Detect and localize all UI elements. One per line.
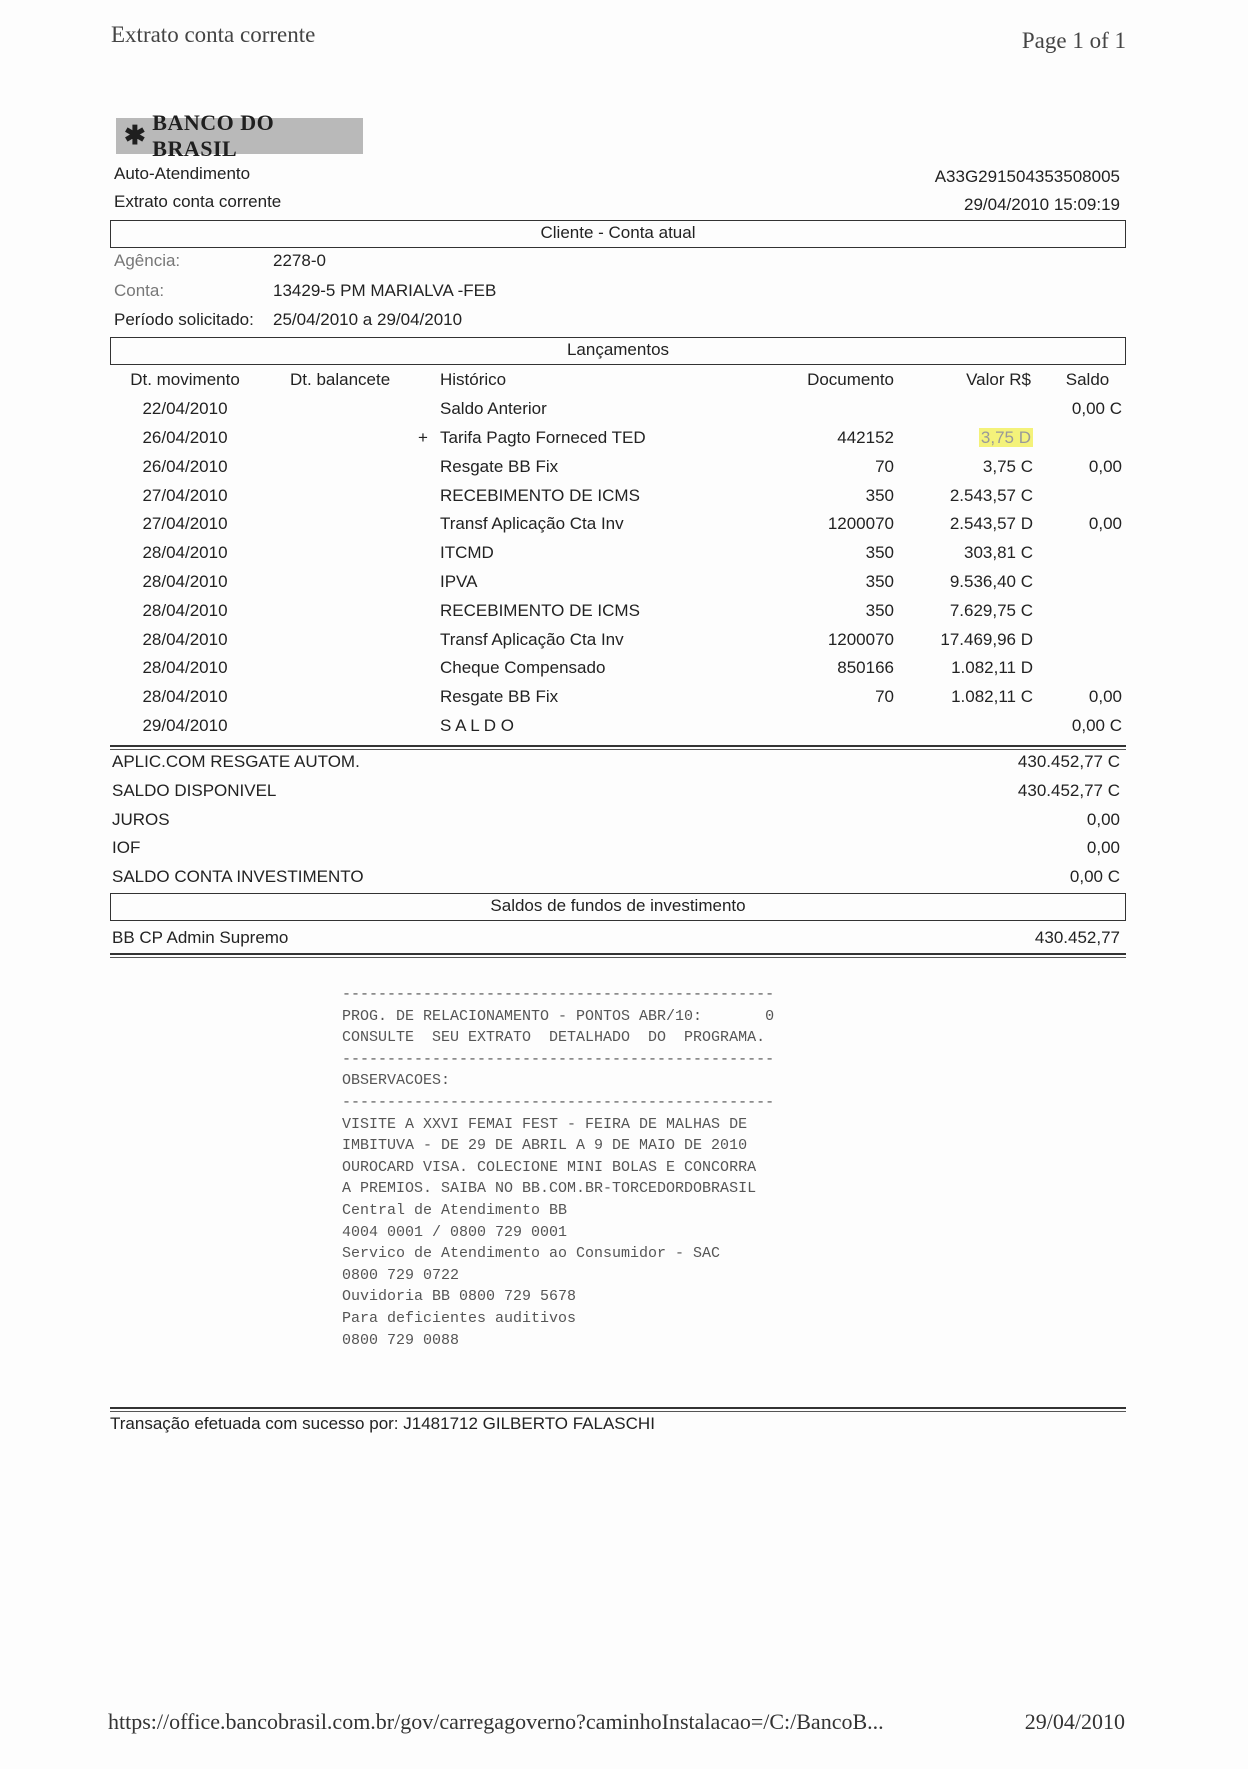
row-valor: 7.629,75 C bbox=[949, 600, 1033, 620]
fund-value: 430.452,77 bbox=[1034, 928, 1120, 947]
fund-row bbox=[112, 928, 1120, 948]
conta-label: Conta: bbox=[114, 281, 165, 300]
row-dt-balancete bbox=[260, 539, 440, 568]
row-dt-balancete bbox=[260, 654, 440, 683]
summary-row bbox=[112, 781, 1120, 801]
summary-row bbox=[112, 752, 1120, 772]
print-footer-url: https://office.bancobrasil.com.br/gov/carregagoverno?caminhoInstalacao=/C:/BancoB... bbox=[108, 1709, 884, 1734]
service-name: Auto-Atendimento bbox=[114, 164, 251, 183]
lancamentos-section-title: Lançamentos bbox=[110, 337, 1126, 365]
summary-label: SALDO DISPONIVEL bbox=[112, 780, 277, 800]
summary-row bbox=[112, 838, 1120, 858]
row-valor bbox=[898, 424, 1033, 453]
row-documento: 1200070 bbox=[827, 514, 894, 534]
row-dt-movimento: 28/04/2010 bbox=[142, 600, 228, 620]
row-saldo bbox=[1033, 568, 1126, 597]
row-documento: 850166 bbox=[837, 658, 894, 678]
row-dt-balancete bbox=[260, 424, 440, 453]
row-historico-text: Transf Aplicação Cta Inv bbox=[440, 629, 624, 649]
col-dt-movimento: Dt. movimento bbox=[130, 370, 240, 390]
ledger-header-row bbox=[110, 366, 1126, 395]
doc-datetime: 29/04/2010 15:09:19 bbox=[964, 195, 1120, 214]
funds-section-title: Saldos de fundos de investimento bbox=[110, 893, 1126, 921]
row-dt-balancete bbox=[260, 510, 440, 539]
row-historico-text: RECEBIMENTO DE ICMS bbox=[440, 600, 640, 620]
row-historico-text: IPVA bbox=[440, 571, 478, 591]
row-dt-movimento: 27/04/2010 bbox=[142, 514, 228, 534]
fund-name: BB CP Admin Supremo bbox=[112, 928, 289, 947]
ledger-bottom-rule-2 bbox=[110, 749, 1126, 750]
col-historico: Histórico bbox=[440, 370, 507, 390]
summary-label: SALDO CONTA INVESTIMENTO bbox=[112, 867, 364, 887]
bank-logo bbox=[116, 110, 363, 161]
row-documento: 1200070 bbox=[827, 629, 894, 649]
row-documento: 350 bbox=[865, 571, 894, 591]
summary-row bbox=[112, 810, 1120, 830]
row-mark: + bbox=[418, 427, 428, 447]
highlighted-valor: 3,75 D bbox=[980, 427, 1031, 447]
row-dt-movimento: 22/04/2010 bbox=[142, 399, 228, 419]
row-documento: 70 bbox=[875, 456, 894, 476]
agencia-value: 2278-0 bbox=[273, 251, 326, 270]
row-historico-text: Resgate BB Fix bbox=[440, 687, 559, 707]
bank-logo-text: BANCO DO BRASIL bbox=[152, 110, 275, 161]
transaction-rule-2 bbox=[110, 1411, 1126, 1412]
row-historico-text: Tarifa Pagto Forneced TED bbox=[440, 427, 646, 447]
row-dt-movimento: 28/04/2010 bbox=[142, 629, 228, 649]
ledger-row bbox=[110, 481, 1126, 510]
row-saldo bbox=[1033, 596, 1126, 625]
ledger-row bbox=[110, 596, 1126, 625]
notes-dash-3: ------------------------------------------------ bbox=[342, 1093, 775, 1111]
ledger-row bbox=[110, 395, 1126, 424]
row-historico bbox=[440, 452, 730, 481]
row-saldo bbox=[1033, 625, 1126, 654]
row-valor: 9.536,40 C bbox=[949, 571, 1033, 591]
notes-dash-2: ------------------------------------------------ bbox=[342, 1050, 775, 1068]
row-historico-text: Cheque Compensado bbox=[440, 658, 606, 678]
row-saldo bbox=[1033, 539, 1126, 568]
transaction-rule bbox=[110, 1407, 1126, 1409]
col-saldo: Saldo bbox=[1065, 370, 1110, 390]
row-valor: 17.469,96 D bbox=[940, 629, 1033, 649]
row-dt-movimento: 28/04/2010 bbox=[142, 658, 228, 678]
program-line-2: CONSULTE SEU EXTRATO DETALHADO DO PROGRAMA. bbox=[342, 1029, 766, 1047]
row-historico bbox=[440, 395, 730, 424]
row-documento bbox=[730, 712, 898, 741]
col-dt-balancete: Dt. balancete bbox=[290, 370, 391, 390]
summary-value: 0,00 C bbox=[1069, 867, 1120, 887]
ledger-row bbox=[110, 568, 1126, 597]
row-valor bbox=[898, 712, 1033, 741]
row-historico bbox=[440, 596, 730, 625]
conta-value: 13429-5 PM MARIALVA -FEB bbox=[273, 281, 497, 300]
row-saldo: 0,00 bbox=[1088, 514, 1122, 534]
row-historico bbox=[440, 712, 730, 741]
row-valor: 3,75 C bbox=[982, 456, 1033, 476]
ledger-row bbox=[110, 625, 1126, 654]
row-historico bbox=[440, 654, 730, 683]
ledger-row bbox=[110, 712, 1126, 741]
row-valor bbox=[898, 395, 1033, 424]
row-dt-movimento: 28/04/2010 bbox=[142, 543, 228, 563]
agencia-label: Agência: bbox=[114, 251, 181, 270]
ledger-row bbox=[110, 452, 1126, 481]
row-valor: 2.543,57 C bbox=[949, 485, 1033, 505]
row-saldo bbox=[1033, 424, 1126, 453]
doc-type: Extrato conta corrente bbox=[114, 192, 282, 211]
row-historico bbox=[418, 424, 730, 453]
row-dt-movimento: 26/04/2010 bbox=[142, 456, 228, 476]
row-dt-balancete bbox=[260, 596, 440, 625]
row-dt-movimento: 28/04/2010 bbox=[142, 571, 228, 591]
summary-row bbox=[112, 867, 1120, 887]
row-historico bbox=[440, 625, 730, 654]
row-documento: 350 bbox=[865, 543, 894, 563]
summary-label: IOF bbox=[112, 838, 141, 858]
row-documento: 442152 bbox=[837, 427, 894, 447]
bb-logo-icon: ✱ bbox=[124, 121, 147, 150]
row-dt-balancete bbox=[260, 395, 440, 424]
transaction-text: Transação efetuada com sucesso por: J1481712 GILBERTO FALASCHI bbox=[110, 1414, 655, 1433]
row-documento bbox=[730, 395, 898, 424]
row-saldo bbox=[1033, 654, 1126, 683]
notes-dash-1: ------------------------------------------------ bbox=[342, 986, 775, 1003]
row-historico-text: S A L D O bbox=[440, 715, 515, 735]
row-documento: 350 bbox=[865, 600, 894, 620]
row-dt-movimento: 28/04/2010 bbox=[142, 687, 228, 707]
row-dt-balancete bbox=[260, 683, 440, 712]
row-historico bbox=[440, 510, 730, 539]
row-historico-text: Transf Aplicação Cta Inv bbox=[440, 514, 624, 534]
funds-bottom-rule-2 bbox=[110, 957, 1126, 958]
row-historico bbox=[440, 568, 730, 597]
ledger-row bbox=[110, 510, 1126, 539]
row-historico bbox=[440, 683, 730, 712]
row-historico-text: ITCMD bbox=[440, 543, 494, 563]
row-saldo: 0,00 C bbox=[1071, 399, 1122, 419]
row-valor: 1.082,11 C bbox=[951, 687, 1033, 707]
row-valor: 303,81 C bbox=[964, 543, 1033, 563]
notes-message: VISITE A XXVI FEMAI FEST - FEIRA DE MALHAS DE IMBITUVA - DE 29 DE ABRIL A 9 DE MAIO DE 2010 OUROCARD VISA. COLECIONE MINI BOLAS E CONCORRA A PREMIOS. SAIBA NO BB.COM.BR-TORCEDORDOBRASIL Central de Atendimento BB 4004 0001 / 0800 729 0001 Servico de Atendimento ao Consumidor - SAC 0800 729 0722 Ouvidoria BB 0800 729 5678 Para deficientes auditivos 0800 729 0088 bbox=[342, 1115, 757, 1349]
ledger-bottom-rule bbox=[110, 745, 1126, 747]
summary-value: 0,00 bbox=[1086, 809, 1120, 829]
summary-value: 430.452,77 C bbox=[1017, 780, 1120, 800]
row-historico-text: RECEBIMENTO DE ICMS bbox=[440, 485, 640, 505]
row-saldo bbox=[1033, 481, 1126, 510]
row-dt-balancete bbox=[260, 568, 440, 597]
client-section-title: Cliente - Conta atual bbox=[110, 220, 1126, 248]
row-dt-balancete bbox=[260, 452, 440, 481]
row-historico bbox=[440, 539, 730, 568]
obs-label: OBSERVACOES: bbox=[342, 1072, 451, 1090]
row-documento: 70 bbox=[875, 687, 894, 707]
ledger-row bbox=[110, 683, 1126, 712]
row-historico bbox=[440, 481, 730, 510]
summary-value: 0,00 bbox=[1086, 838, 1120, 858]
summary-label: JUROS bbox=[112, 809, 170, 829]
program-line-1: PROG. DE RELACIONAMENTO - PONTOS ABR/10: 0 bbox=[342, 1007, 775, 1025]
ledger-table bbox=[110, 366, 1126, 740]
row-valor: 2.543,57 D bbox=[949, 514, 1033, 534]
periodo-label: Período solicitado: bbox=[114, 310, 254, 329]
col-valor: Valor R$ bbox=[966, 370, 1031, 390]
row-dt-balancete bbox=[260, 712, 440, 741]
doc-code: A33G291504353508005 bbox=[934, 167, 1120, 186]
print-header-title: Extrato conta corrente bbox=[111, 22, 316, 47]
row-historico-text: Saldo Anterior bbox=[440, 399, 547, 419]
periodo-value: 25/04/2010 a 29/04/2010 bbox=[273, 310, 463, 329]
page-count: Page 1 of 1 bbox=[1021, 28, 1126, 53]
row-saldo: 0,00 bbox=[1088, 456, 1122, 476]
row-documento: 350 bbox=[865, 485, 894, 505]
ledger-row bbox=[110, 654, 1126, 683]
row-valor: 1.082,11 D bbox=[951, 658, 1033, 678]
row-dt-movimento: 29/04/2010 bbox=[142, 715, 228, 735]
funds-bottom-rule bbox=[110, 953, 1126, 955]
print-footer-date: 29/04/2010 bbox=[1024, 1709, 1125, 1734]
row-saldo: 0,00 C bbox=[1071, 715, 1122, 735]
row-saldo: 0,00 bbox=[1088, 687, 1122, 707]
ledger-row bbox=[110, 539, 1126, 568]
summary-value: 430.452,77 C bbox=[1017, 752, 1120, 771]
summary-label: APLIC.COM RESGATE AUTOM. bbox=[112, 752, 360, 771]
ledger-row bbox=[110, 424, 1126, 453]
notes-block bbox=[342, 984, 774, 1351]
row-dt-balancete bbox=[260, 625, 440, 654]
row-dt-movimento: 27/04/2010 bbox=[142, 485, 228, 505]
col-documento: Documento bbox=[807, 370, 894, 390]
row-dt-movimento: 26/04/2010 bbox=[142, 427, 228, 447]
row-dt-balancete bbox=[260, 481, 440, 510]
row-historico-text: Resgate BB Fix bbox=[440, 456, 559, 476]
